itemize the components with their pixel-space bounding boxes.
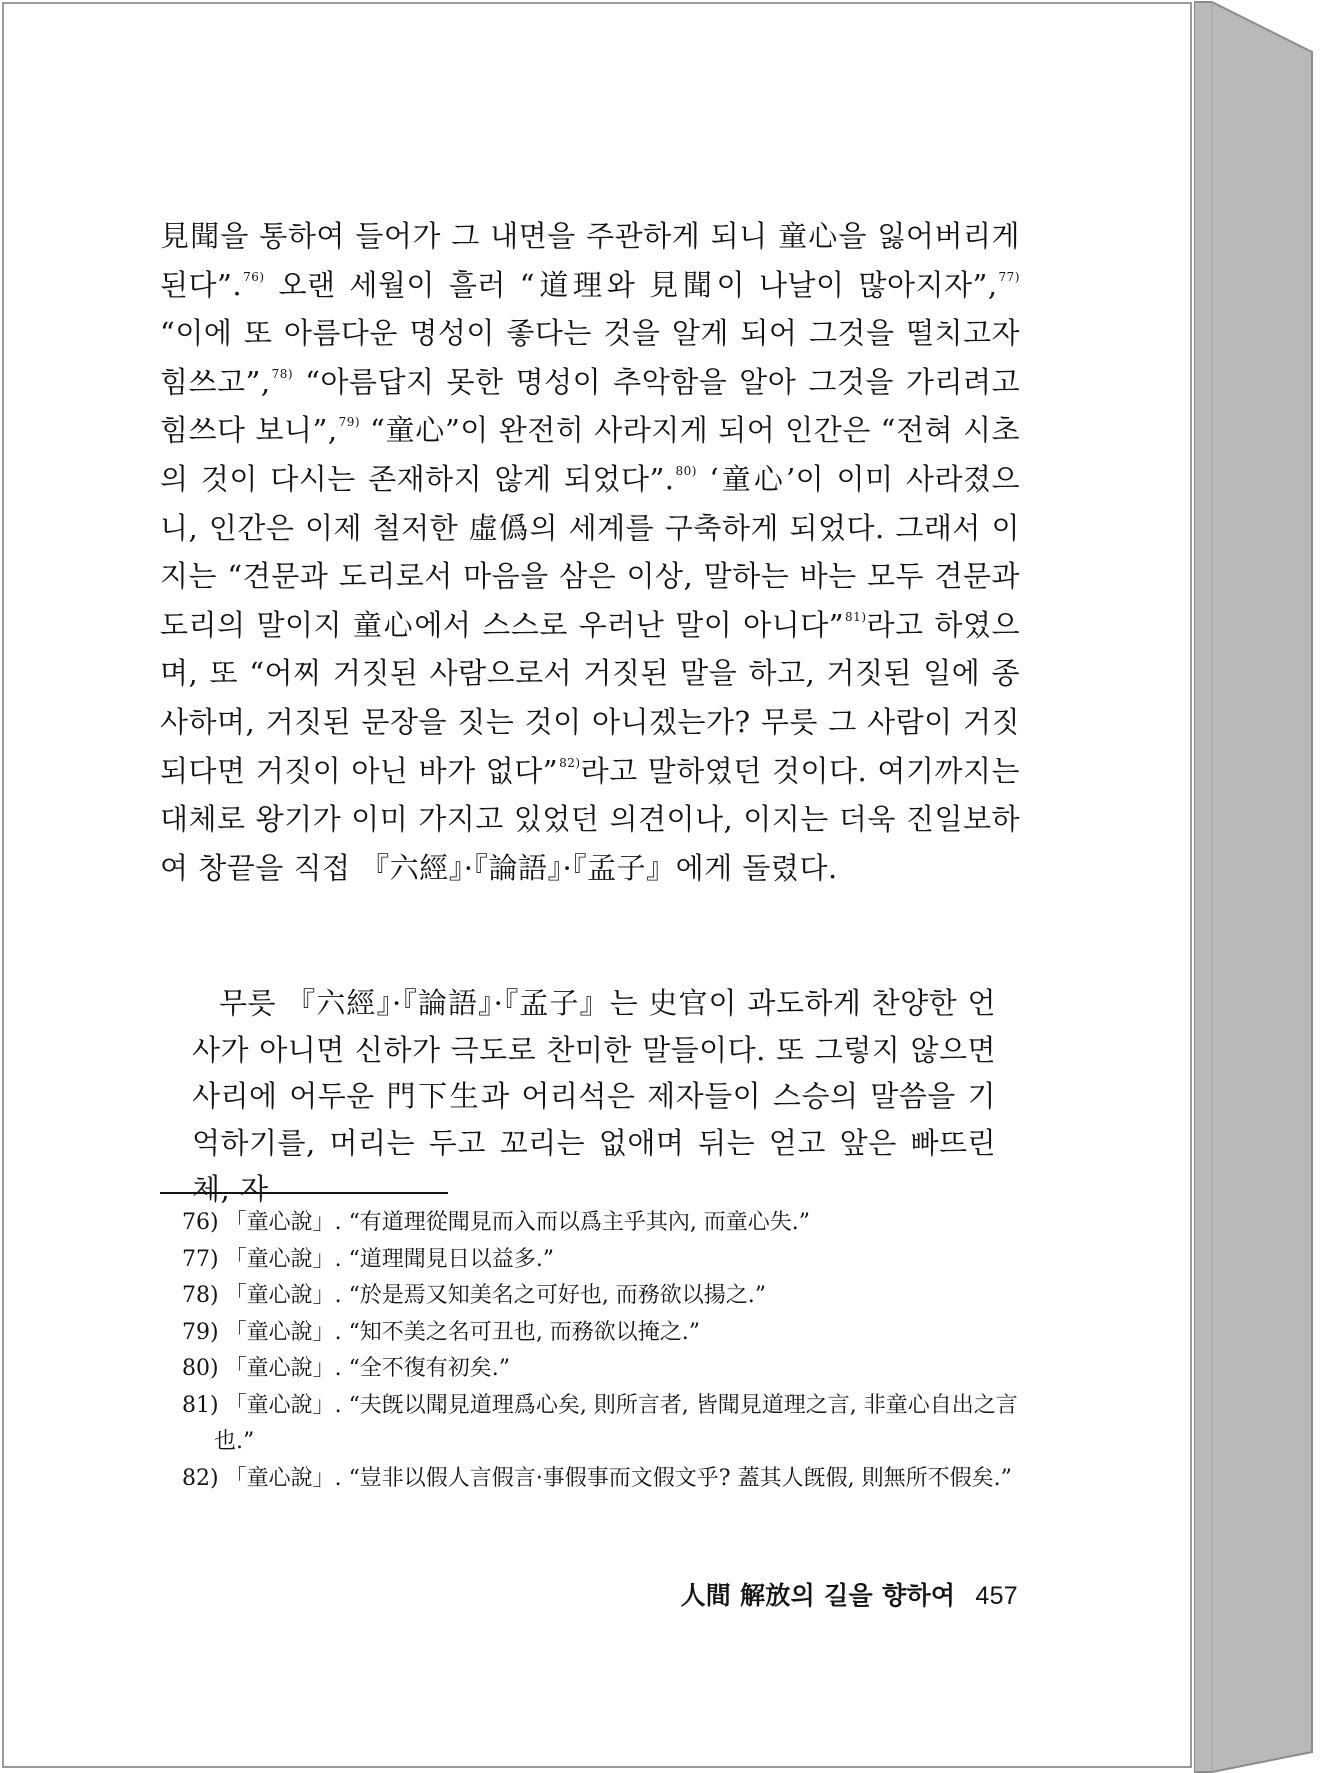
footnote-number: 78) [182, 1283, 219, 1308]
footnote-ref-80[interactable]: 80) [675, 463, 697, 478]
text-segment: “이에 또 아름다운 명성이 좋다는 것을 알게 되어 그것을 떨치고자 힘쓰고”, [160, 316, 1020, 399]
footnote-text: 「童心說」. “於是焉又知美名之可好也, 而務欲以揚之.” [224, 1283, 767, 1308]
footnote-text: 「童心說」. “全不復有初矣.” [224, 1356, 511, 1381]
footnote-81 [182, 1388, 1024, 1461]
footnote-82 [182, 1461, 1024, 1498]
page-number: 457 [975, 1582, 1018, 1610]
footnote-ref-77[interactable]: 77) [998, 269, 1020, 284]
text-segment: “童心”이 완전히 사라지게 되어 인간은 “전혀 시초의 것이 다시는 존재하지 않게 되었다”. [160, 413, 1020, 496]
footnote-number: 77) [182, 1246, 219, 1272]
footnote-77 [182, 1242, 1024, 1279]
footnote-list [182, 1205, 1024, 1497]
footnote-number: 80) [182, 1356, 219, 1381]
footnote-ref-81[interactable]: 81) [845, 609, 867, 624]
body-paragraph [160, 212, 1020, 892]
footnote-divider [160, 1192, 448, 1194]
footnote-number: 81) [182, 1392, 219, 1418]
running-title: 人間 解放의 길을 향하여 [680, 1581, 956, 1610]
text-segment: 라고 하였으며, 또 “어찌 거짓된 사람으로서 거짓된 말을 하고, 거짓된 일에 종사하며, 거짓된 문장을 짓는 것이 아니겠는가? 무릇 그 사람이 거짓되다면 거짓이 아닌 바가 없다” [160, 607, 1020, 788]
text-segment: “아름답지 못한 명성이 추악함을 알아 그것을 가리려고 힘쓰다 보니”, [160, 364, 1020, 448]
footnote-79 [182, 1315, 1024, 1352]
running-footer [680, 1576, 1018, 1612]
text-segment: 라고 말하였던 것이다. 여기까지는 대체로 왕기가 이미 가지고 있었던 의견이나, 이지는 더욱 진일보하여 창끝을 직접 『六經』·『論語』·『孟子』에게 돌렸다. [160, 753, 1020, 885]
footnote-text: 「童心說」. “有道理從聞見而入而以爲主乎其內, 而童心失.” [224, 1210, 811, 1235]
page-edge-shape [1194, 0, 1332, 1773]
page-edge [1194, 0, 1332, 1773]
text-segment: 見聞을 통하여 들어가 그 내면을 주관하게 되니 童心을 잃어버리게 된다”. [160, 219, 1020, 302]
footnote-78 [182, 1278, 1024, 1315]
footnote-80 [182, 1351, 1024, 1388]
footnote-ref-76[interactable]: 76) [243, 269, 265, 284]
footnote-ref-79[interactable]: 79) [338, 415, 361, 430]
footnote-text: 「童心說」. “知不美之名可丑也, 而務欲以掩之.” [224, 1319, 701, 1345]
block-quote [192, 980, 996, 1213]
text-segment: ‘童心’이 이미 사라졌으니, 인간은 이제 철저한 虛僞의 세계를 구축하게 되었다. 그래서 이지는 “견문과 도리로서 마음을 삼은 이상, 말하는 바는 모두 견문과 도리의 말이지 童心에서 스스로 우러난 말이 아니다” [160, 461, 1020, 642]
text-segment: 오랜 세월이 흘러 “道理와 見聞이 나날이 많아지자”, [264, 267, 998, 302]
footnote-number: 82) [182, 1465, 219, 1491]
footnote-text: 「童心說」. “夫旣以聞見道理爲心矣, 則所言者, 皆聞見道理之言, 非童心自出之言也.” [214, 1392, 1018, 1454]
footnote-ref-78[interactable]: 78) [271, 366, 294, 381]
footnote-ref-82[interactable]: 82) [559, 755, 581, 770]
quote-paragraph: 무릇 『六經』·『論語』·『孟子』는 史官이 과도하게 찬양한 언사가 아니면 신하가 극도로 찬미한 말들이다. 또 그렇지 않으면 사리에 어두운 門下生과 어리석은 제자들이 스승의 말씀을 기억하기를, 머리는 두고 꼬리는 없애며 뒤는 얻고 앞은 빠뜨린 체, 자 [192, 986, 996, 1206]
main-text [160, 212, 1020, 892]
footnote-text: 「童心說」. “豈非以假人言假言·事假事而文假文乎? 蓋其人旣假, 則無所不假矣.” [224, 1465, 1012, 1491]
footnote-text: 「童心說」. “道理聞見日以益多.” [224, 1246, 555, 1272]
footnote-number: 79) [182, 1319, 219, 1345]
footnote-number: 76) [182, 1210, 219, 1235]
book-page [2, 2, 1192, 1768]
footnote-76 [182, 1205, 1024, 1242]
